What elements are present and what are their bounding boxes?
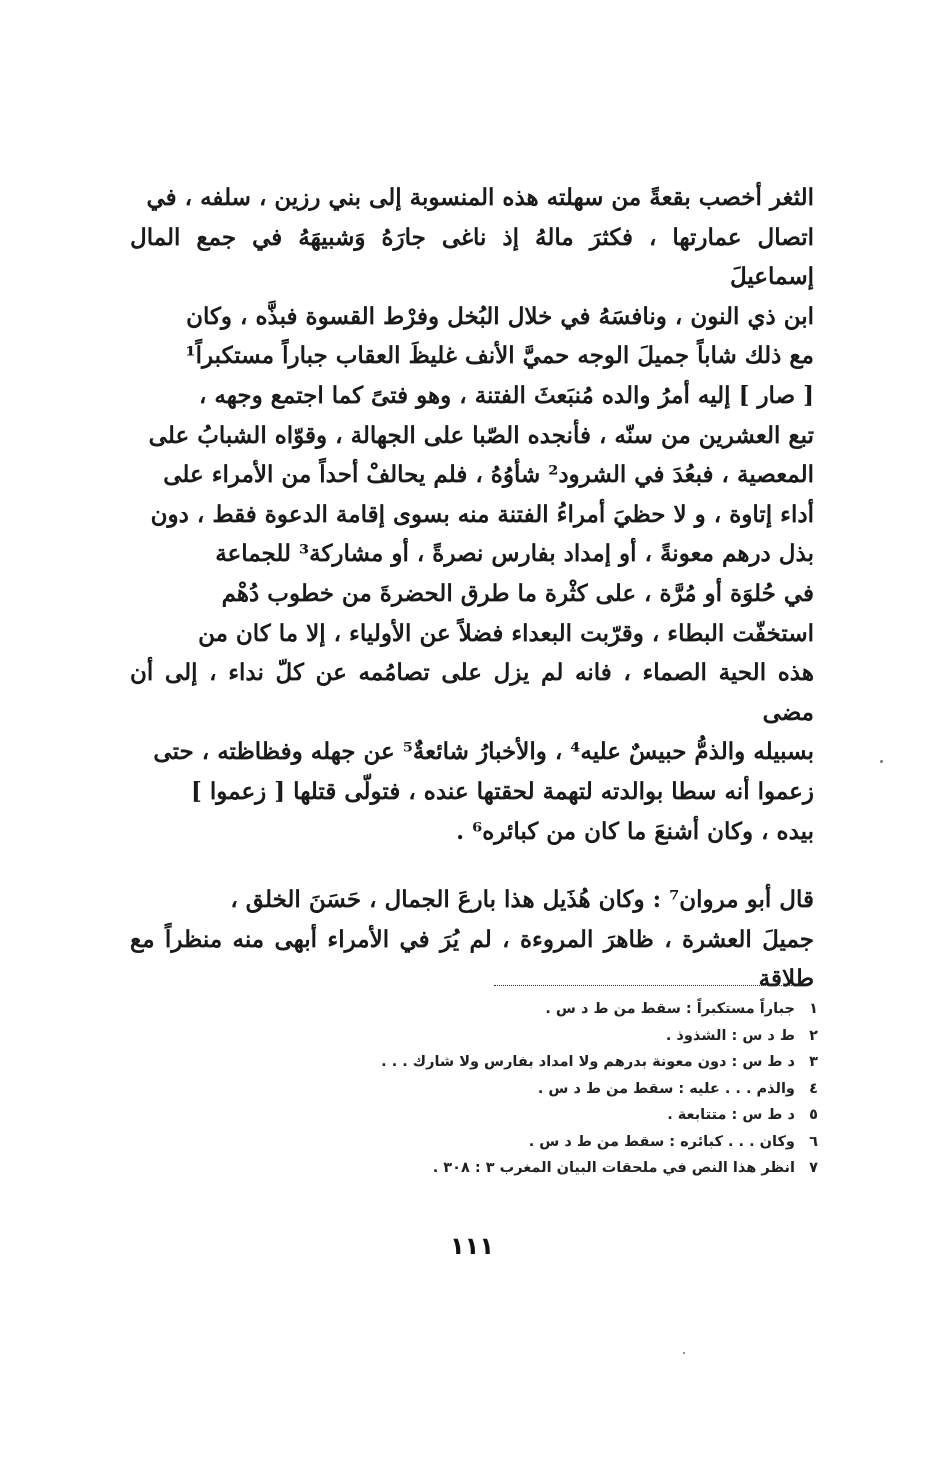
text-line: أداء إتاوة ، و لا حظيَ أمراءُ الفتنة منه بسوى إقامة الدعوة فقط ، دون <box>150 500 814 528</box>
footnote-text: جباراً مستكبراً : سقط من ط د س . <box>545 1001 795 1017</box>
text-line: بذل درهم معونةً ، أو إمداد بفارس نصرةً ، أو مشاركة³ للجماعة <box>215 540 814 568</box>
footnote <box>258 1023 818 1050</box>
footnote-number: ٤ <box>809 1080 818 1097</box>
footnote-number: ٣ <box>809 1054 818 1070</box>
footnote-text: د ط س : متتابعة . <box>667 1107 795 1123</box>
footnote-text: ط د س : الشذوذ . <box>665 1027 795 1044</box>
footnotes <box>258 996 818 1182</box>
page-number: ١١١ <box>450 1232 494 1260</box>
text-line: مع ذلك شاباً جميلَ الوجه حميَّ الأنف غليظَ العقاب جباراً مستكبراً¹ <box>185 342 814 370</box>
footnote <box>258 1076 818 1103</box>
footnote-separator <box>494 985 800 986</box>
footnote-text: وكان . . . كبائره : سقط من ط د س . <box>528 1133 795 1150</box>
footnote <box>258 1155 818 1182</box>
text-line: تبع العشرين من سنّه ، فأنجده الصّبا على الجهالة ، وقوّاه الشبابُ على <box>148 421 814 449</box>
footnote <box>258 1129 818 1156</box>
main-paragraph <box>130 178 814 851</box>
footnote-number: ٥ <box>809 1107 818 1123</box>
footnote <box>258 1049 818 1076</box>
second-paragraph <box>130 880 814 999</box>
footnote-text: د ط س : دون معونة بدرهم ولا امداد بفارس ولا شارك . . . <box>381 1054 795 1070</box>
text-line: الثغر أخصب بقعةً من سهلته هذه المنسوبة إلى بني رزين ، سلفه ، في <box>146 184 814 211</box>
footnote <box>258 996 818 1023</box>
footnote-text: والذم . . . عليه : سقط من ط د س . <box>537 1080 795 1097</box>
footnote-number: ٦ <box>809 1133 818 1150</box>
text-line: [ صار ] إليه أمرُ والده مُنبَعثَ الفتنة ، وهو فتىً كما اجتمع وجهه ، <box>198 381 814 409</box>
footnote-number: ١ <box>809 1001 818 1017</box>
text-line: زعموا أنه سطا بوالدته لتهمة لحقتها عنده ، فتولّى قتلها [ زعموا ] <box>191 777 814 805</box>
footnote-number: ٧ <box>809 1160 818 1176</box>
scan-speck <box>683 1352 685 1354</box>
text-line: بسبيله والذمُّ حبيسٌ عليه⁴ ، والأخبارُ شائعةٌ⁵ عن جهله وفظاظته ، حتى <box>153 738 814 766</box>
text-line: بيده ، وكان أشنعَ ما كان من كبائره⁶ . <box>456 817 814 845</box>
footnote-number: ٢ <box>809 1027 818 1044</box>
text-line: اتصال عمارتها ، فكثرَ مالهُ إذ ناغى جارَهُ وَشبيهَهُ في جمع المال إسماعيلَ <box>130 223 814 291</box>
footnote-text: انظر هذا النص في ملحقات البيان المغرب ٣ : ٣٠٨ . <box>432 1160 795 1176</box>
text-line: قال أبو مروان⁷ : وكان هُذَيل هذا بارعَ الجمال ، حَسَنَ الخلق ، <box>230 886 814 913</box>
text-line: المعصية ، فبعُدَ في الشرود² شأوُهُ ، فلم يحالفْ أحداً من الأمراء على <box>163 461 814 489</box>
scan-speck <box>880 760 883 763</box>
text-line: ابن ذي النون ، ونافسَهُ في خلال البُخل وفرْط القسوة فبذَّه ، وكان <box>186 302 814 330</box>
text-line: في حُلوَة أو مُرَّة ، على كثْرة ما طرق الحضرةَ من خطوب دُهْم <box>221 579 814 607</box>
footnote <box>258 1102 818 1129</box>
text-line: هذه الحية الصماء ، فانه لم يزل على تصامُمه عن كلّ نداء ، إلى أن مضى <box>130 659 814 726</box>
text-line: جميلَ العشرة ، ظاهرَ المروءة ، لم يُرَ في الأمراء أبهى منه منظراً مع طلاقة <box>130 925 814 993</box>
text-line: استخفّت البطاء ، وقرّبت البعداء فضلاً عن الأولياء ، إلا ما كان من <box>198 619 814 647</box>
